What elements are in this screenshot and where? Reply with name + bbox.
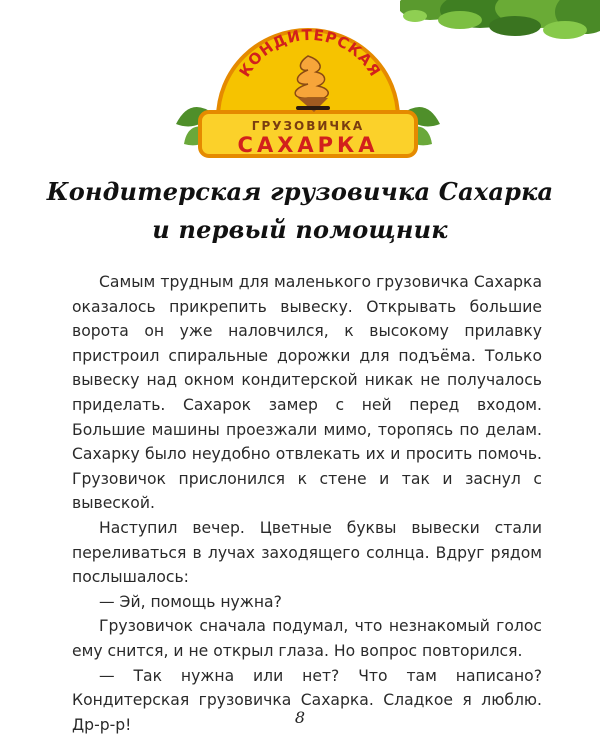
story-paragraph: — Так нужна или нет? Что там написано? Кондитерская грузовичка Сахарка. Сладкое я люблю. Др-р-р! <box>72 666 542 734</box>
story-title-line-2: и первый помощник <box>152 215 448 244</box>
story-paragraph: Наступил вечер. Цветные буквы вывески стали переливаться в лучах заходящего солнца. Вдруг рядом послышалось: <box>72 518 542 587</box>
page-number: 8 <box>294 708 306 727</box>
logo-arc-text: КОНДИТЕРСКАЯ <box>235 25 385 81</box>
story-paragraph: — Эй, помощь нужна? <box>99 592 282 611</box>
logo-subtitle: ГРУЗОВИЧКА <box>251 119 365 133</box>
story-text <box>72 270 542 737</box>
story-paragraph: Самым трудным для маленького грузовичка Сахарка оказалось прикрепить вывеску. Открывать большие ворота он уже наловчился, к высокому прилавку пристроил спиральные дорожки для подъёма. Только вывеску над окном кондитерской никак не получалось приделать. Сахарок замер с ней перед входом. Большие машины проезжали мимо, торопясь по делам. Сахарку было неудобно отвлекать их и просить помочь. Грузовичок прислонился к стене и так и заснул с вывеской. <box>72 273 542 513</box>
story-title-line-1: Кондитерская грузовичка Сахарка <box>46 177 554 206</box>
story-paragraph: Грузовичок сначала подумал, что незнакомый голос ему снится, и не открыл глаза. Но вопрос повторился. <box>72 617 542 660</box>
shop-logo <box>168 14 448 164</box>
logo-name: САХАРКА <box>237 133 379 157</box>
